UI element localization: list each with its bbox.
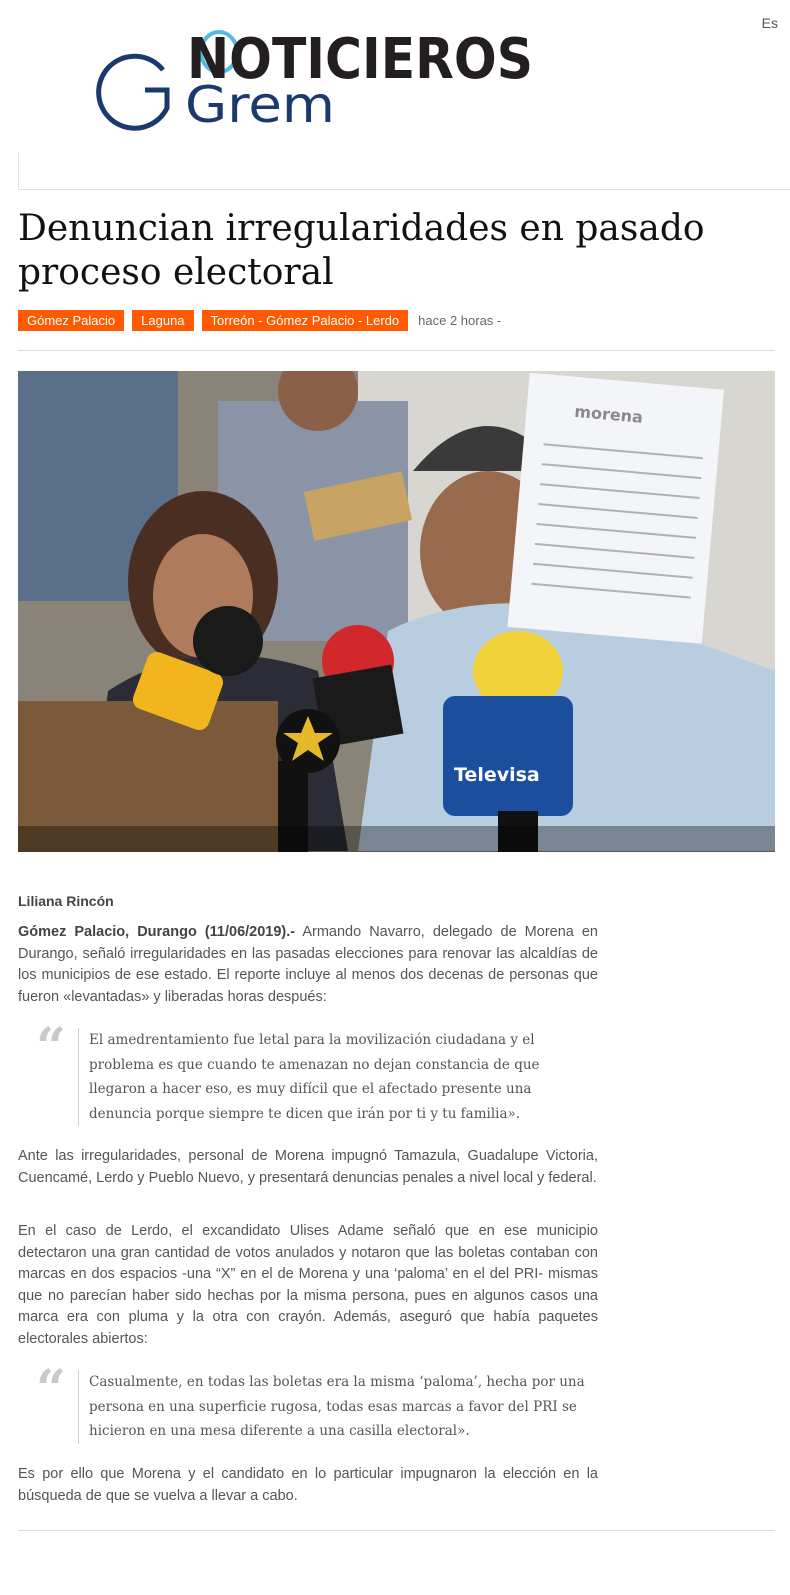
blockquote-1 (36, 1017, 596, 1126)
article-title: Denuncian irregularidades en pasado proceso electoral (18, 208, 705, 293)
paragraph-1: Gómez Palacio, Durango (11/06/2019).- Armando Navarro, delegado de Morena en Durango, señaló irregularidades en las pasadas elecciones para renovar las alcaldías de los municipios de ese estado. El reporte incluye al menos dos decenas de personas que fueron «levantadas» y liberadas horas después: (18, 924, 598, 1005)
logo-subword: Grem (185, 76, 335, 134)
photo-mic-brand: Televisa (454, 764, 540, 786)
photo-document-logo: morena (573, 401, 644, 427)
article-meta (18, 310, 501, 331)
tag-gomez-palacio[interactable]: Gómez Palacio (18, 310, 124, 331)
paragraph-3: En el caso de Lerdo, el excandidato Ulises Adame señaló que en ese municipio detectaron una gran cantidad de votos anulados y notaron que las boletas contaban con marcas en dos espacios -una “X” en el de Morena y una ‘paloma’ en el del PRI- mismas que no parecían haber sido hechas por la misma persona, pues en algunos casos una marca era con pluma y la otra con crayón. Además, aseguró que había paquetes electorales abiertos: (18, 1223, 598, 1347)
paragraph-4: Es por ello que Morena y el candidato en lo particular impugnaron la elección en la búsqueda de que se vuelva a llevar a cabo. (18, 1466, 598, 1504)
language-label[interactable]: Es (761, 15, 778, 31)
quote-icon: “ (36, 1359, 66, 1420)
quote-text: El amedrentamiento fue letal para la movilización ciudadana y el problema es que cuando te amenazan no dejan constancia de que llegaron a hacer eso, es muy difícil que el afectado presente una denuncia porque siempre te dicen que irán por ti y tu familia». (78, 1028, 596, 1126)
divider (18, 1530, 775, 1531)
header-bar (18, 153, 790, 190)
blockquote-2 (36, 1359, 596, 1444)
logo-wordmark: NOTICIEROS (187, 27, 533, 92)
tag-laguna[interactable]: Laguna (132, 310, 193, 331)
article-author: Liliana Rincón (18, 893, 114, 909)
article-photo (18, 371, 775, 852)
paragraph-2: Ante las irregularidades, personal de Morena impugnó Tamazula, Guadalupe Victoria, Cuencamé, Lerdo y Pueblo Nuevo, y presentará denuncias penales a nivel local y federal. (18, 1148, 598, 1186)
dateline: Gómez Palacio, Durango (11/06/2019).- (18, 924, 296, 940)
quote-icon: “ (36, 1017, 66, 1078)
divider (18, 350, 775, 351)
publish-time: hace 2 horas - (418, 313, 502, 328)
tag-torreon-gomez-lerdo[interactable]: Torreón - Gómez Palacio - Lerdo (202, 310, 409, 331)
site-logo[interactable] (95, 18, 545, 136)
quote-text: Casualmente, en todas las boletas era la misma ‘paloma’, hecha por una persona en una superficie rugosa, todas esas marcas a favor del PRI se hicieron en una mesa diferente a una casilla electoral». (78, 1370, 596, 1444)
